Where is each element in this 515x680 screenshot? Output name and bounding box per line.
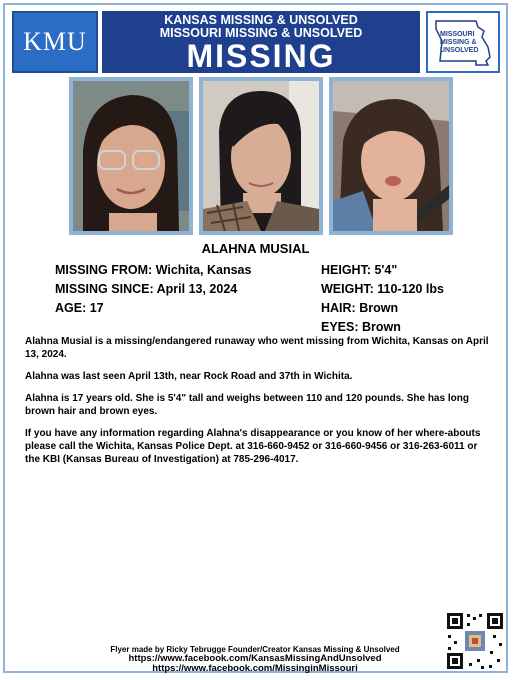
photo-selfie [329,77,453,235]
missing-since: MISSING SINCE: April 13, 2024 [55,282,238,296]
weight: WEIGHT: 110-120 lbs [321,282,444,296]
qr-code-icon[interactable] [445,611,505,671]
missouri-logo [426,11,500,73]
person-name: ALAHNA MUSIAL [201,241,310,256]
photo-plaid [199,77,323,235]
banner-title-missing: MISSING [186,38,336,74]
missing-poster [3,3,508,673]
missouri-logo-text: MISSOURI MISSING & UNSOLVED [440,31,479,54]
description [25,335,495,475]
hair: HAIR: Brown [321,301,399,315]
facebook-link-kansas[interactable]: https://www.facebook.com/KansasMissingAndUnsolved [128,653,382,664]
banner-line-missouri: MISSOURI MISSING & UNSOLVED [159,26,363,40]
height: HEIGHT: 5'4" [321,263,398,277]
description-paragraph: Alahna is 17 years old. She is 5'4" tall and weighs between 110 and 120 pounds. She has long brown hair and brown eyes. [25,393,469,417]
description-paragraph: Alahna was last seen April 13th, near Rock Road and 37th in Wichita. [25,371,353,382]
kmu-logo: KMU [12,11,98,73]
facebook-link-missouri[interactable]: https://www.facebook.com/MissinginMissouri [152,663,358,674]
poster-header [10,9,504,75]
eyes: EYES: Brown [321,320,401,334]
description-paragraph: Alahna Musial is a missing/endangered runaway who went missing from Wichita, Kansas on April 13, 2024. [25,336,489,360]
title-banner [102,11,420,73]
age: AGE: 17 [55,301,104,315]
banner-line-kansas: KANSAS MISSING & UNSOLVED [164,13,358,27]
photo-glasses [69,77,193,235]
facts-right-column [321,263,444,339]
facts-left-column [55,263,251,320]
description-paragraph: If you have any information regarding Alahna's disappearance or you know of her where-abouts please call the Wichita, Kansas Police Dept. at 316-660-9452 or 316-660-9456 or 316-263-6011 or the KBI (Kansas Bureau of Investigation) at 785-296-4017. [25,428,481,465]
missing-from: MISSING FROM: Wichita, Kansas [55,263,252,277]
poster-footer [65,645,445,674]
photo-row [67,75,451,239]
flyer-credit: Flyer made by Ricky Tebrugge Founder/Creator Kansas Missing & Unsolved [110,645,400,654]
